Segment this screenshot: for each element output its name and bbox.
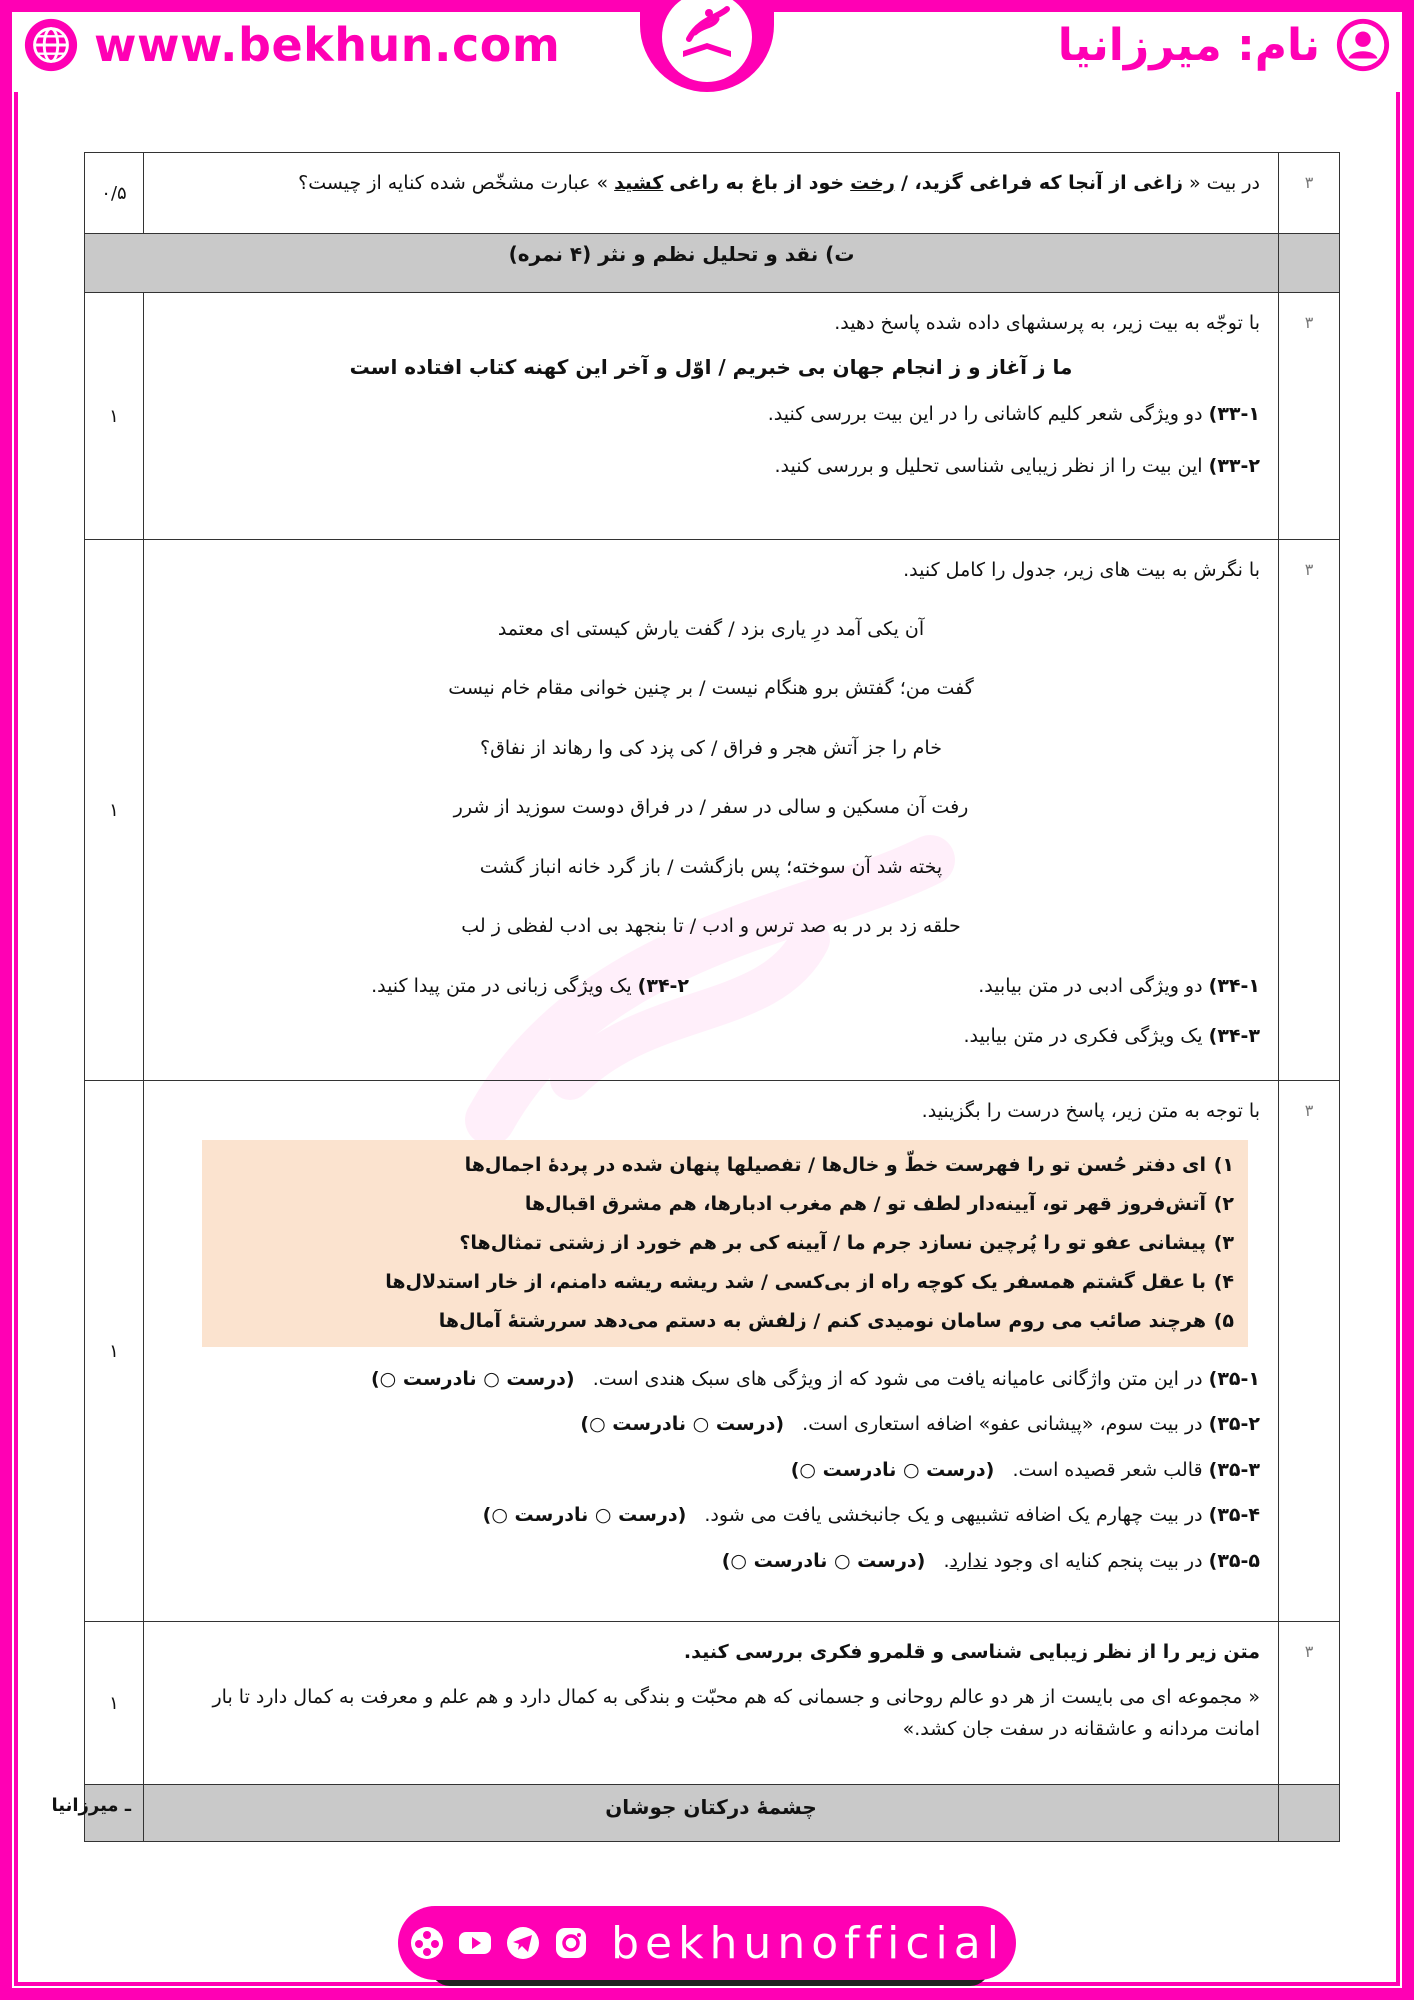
poem-line: ۳)پیشانی عفو تو را پُرچین نسازد جرم ما / آیینه کی بر هم خورد از زشتی تمثال‌ها؟ xyxy=(459,1231,1234,1254)
verse-line: پخته شد آن سوخته؛ پس بازگشت / باز گرد خانه انباز گشت xyxy=(479,855,943,878)
true-false-list xyxy=(162,1357,1260,1585)
header xyxy=(0,0,1414,92)
logo xyxy=(662,0,752,82)
poem-line: ۲)آتش‌فروز قهر تو، آیینه‌دار لطف تو / هم مغرب ادبارها، هم مشرق اقبال‌ها xyxy=(524,1192,1234,1215)
user-icon xyxy=(1334,16,1392,74)
question-number: ۳ xyxy=(1279,540,1340,1081)
tf-item: ۳۵-۴) در بیت چهارم یک اضافه تشبیهی و یک جانبخشی یافت می شود. (درست ○ نادرست ○) xyxy=(482,1504,1260,1527)
q34-sub-row xyxy=(162,972,1260,1001)
q33-sub-1: ۳۳-۱) دو ویژگی شعر کلیم کاشانی را در این بیت بررسی کنید. xyxy=(767,402,1260,425)
social-bar xyxy=(398,1906,1016,1980)
true-false-options[interactable]: (درست ○ نادرست ○) xyxy=(482,1504,687,1527)
poem-line: ۴)با عقل گشتم همسفر یک کوچه راه از بی‌کسی / شد ریشه ریشه دامنم، از خار استدلال‌ها xyxy=(385,1270,1234,1293)
question-text xyxy=(144,1081,1279,1622)
question-text xyxy=(144,1622,1279,1785)
q33-verse: ما ز آغاز و ز انجام جهان بی خبریم / اوّل و آخر این کهنه کتاب افتاده است xyxy=(349,354,1073,379)
question-row xyxy=(85,153,1340,234)
true-false-options[interactable]: (درست ○ نادرست ○) xyxy=(790,1458,995,1481)
q33-sub-2: ۳۳-۲) این بیت را از نظر زیبایی شناسی تحلیل و بررسی کنید. xyxy=(774,455,1260,477)
q34-sub-3: ۳۴-۳) یک ویژگی فکری در متن بیابید. xyxy=(963,1025,1260,1047)
section-title: ت) نقد و تحلیل نظم و نثر (۴ نمره) xyxy=(85,234,1279,293)
site-url[interactable]: www.bekhun.com xyxy=(94,18,561,72)
section-header-row xyxy=(85,234,1340,293)
question-score: ۰/۵ xyxy=(85,153,144,234)
q36-text: « مجموعه ای می بایست از هر دو عالم روحانی و جسمانی که هم محبّت و بندگی به کمال دارد و هم علم و معرفت به کمال دارد تا بار امانت مردانه و عاشقانه در سفت جان کشد.» xyxy=(212,1685,1260,1740)
question-text xyxy=(144,153,1279,234)
true-false-options[interactable]: (درست ○ نادرست ○) xyxy=(721,1549,926,1572)
question-row xyxy=(85,1622,1340,1785)
question-number: ۳ xyxy=(1279,1622,1340,1785)
q34-verse-list xyxy=(162,615,1260,941)
q34-intro: با نگرش به بیت های زیر، جدول را کامل کنید. xyxy=(903,559,1260,581)
exam-table xyxy=(51,152,1340,1842)
footer-row xyxy=(85,1785,1340,1842)
globe-icon xyxy=(22,16,80,74)
question-number: ۳ xyxy=(1279,1081,1340,1622)
question-text xyxy=(144,540,1279,1081)
q34-sub-1: ۳۴-۱) دو ویژگی ادبی در متن بیابید. xyxy=(978,974,1260,997)
tf-item: ۳۵-۲) در بیت سوم، «پیشانی عفو» اضافه استعاری است. (درست ○ نادرست ○) xyxy=(580,1413,1260,1436)
film-reel-icon[interactable] xyxy=(409,1925,445,1961)
question-score: ۱ xyxy=(85,540,144,1081)
logo-tab xyxy=(640,0,774,92)
footer-title: چشمۀ درکتان جوشان xyxy=(144,1785,1279,1842)
q1-underlined-word: کشید xyxy=(614,172,664,194)
q1-prefix: در بیت « xyxy=(1188,172,1260,194)
instagram-icon[interactable] xyxy=(553,1925,589,1961)
question-score: ۱ xyxy=(85,293,144,540)
book-logo-icon xyxy=(669,0,745,75)
poem-line: ۱)ای دفتر حُسن تو را فهرست خطّ و خال‌ها / تفصیلها پنهان شده در پردۀ اجمال‌ها xyxy=(464,1153,1234,1176)
student-name xyxy=(1058,14,1392,76)
verse-line: خام را جز آتش هجر و فراق / کی پزد کی وا رهاند از نفاق؟ xyxy=(480,736,942,759)
youtube-icon[interactable] xyxy=(457,1925,493,1961)
telegram-icon[interactable] xyxy=(505,1925,541,1961)
verse-line: آن یکی آمد درِ یاری بزد / گفت یارش کیستی ای معتمد xyxy=(497,617,925,640)
q35-poem-box xyxy=(202,1140,1248,1347)
q1-underlined-word: رخت xyxy=(850,172,895,194)
q35-intro: با توجه به متن زیر، پاسخ درست را بگزینید. xyxy=(921,1100,1260,1122)
true-false-options[interactable]: (درست ○ نادرست ○) xyxy=(580,1413,785,1436)
question-row xyxy=(85,293,1340,540)
q1-verse-part: زاغی از آنجا که فراغی گزید، / xyxy=(900,172,1183,194)
footer-author: ـ میرزانیا xyxy=(85,1785,144,1842)
tf-item: ۳۵-۳) قالب شعر قصیده است. (درست ○ نادرست ○) xyxy=(790,1458,1260,1481)
question-number: ۳ xyxy=(1279,153,1340,234)
name-label: نام: میرزانیا xyxy=(1057,19,1320,71)
question-score: ۱ xyxy=(85,1622,144,1785)
question-score: ۱ xyxy=(85,1081,144,1622)
question-text xyxy=(144,293,1279,540)
q1-suffix: » عبارت مشخّص شده کنایه از چیست؟ xyxy=(298,172,609,194)
verse-line: گفت من؛ گفتش برو هنگام نیست / بر چنین خوانی مقام خام نیست xyxy=(448,677,974,699)
q34-sub-2: ۳۴-۲) یک ویژگی زبانی در متن پیدا کنید. xyxy=(371,974,690,997)
tf-item: ۳۵-۱) در این متن واژگانی عامیانه یافت می شود که از ویژگی های سبک هندی است. (درست ○ نادرست ○) xyxy=(370,1367,1260,1390)
q1-verse-part: خود از باغ به راغی xyxy=(669,172,845,194)
tf-item: ۳۵-۵) در بیت پنجم کنایه ای وجود ندارد. (درست ○ نادرست ○) xyxy=(721,1549,1260,1572)
verse-line: حلقه زد بر در به صد ترس و ادب / تا بنجهد بی ادب لفظی ز لب xyxy=(461,915,961,937)
question-row xyxy=(85,1081,1340,1622)
question-number: ۳ xyxy=(1279,293,1340,540)
site-link[interactable] xyxy=(22,14,560,76)
verse-line: رفت آن مسکین و سالی در سفر / در فراق دوست سوزید از شرر xyxy=(453,796,969,818)
q36-title: متن زیر را از نظر زیبایی شناسی و قلمرو فکری بررسی کنید. xyxy=(683,1641,1260,1663)
social-handle[interactable]: bekhunofficial xyxy=(611,1917,1005,1969)
true-false-options[interactable]: (درست ○ نادرست ○) xyxy=(370,1367,575,1390)
q33-intro: با توجّه به بیت زیر، به پرسشهای داده شده پاسخ دهید. xyxy=(834,312,1260,334)
question-row xyxy=(85,540,1340,1081)
poem-line: ۵)هرچند صائب می روم سامان نومیدی کنم / زلفش به دستم می‌دهد سررشتۀ آمال‌ها xyxy=(438,1309,1234,1332)
